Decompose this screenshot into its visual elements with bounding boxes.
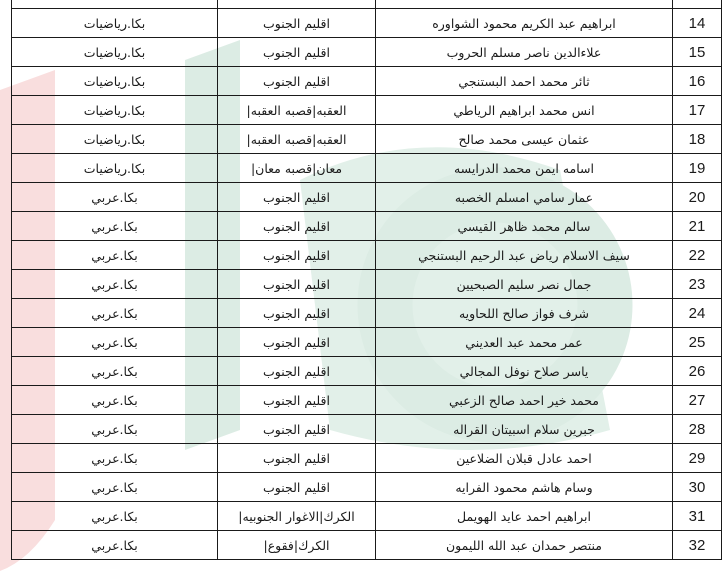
stream-cell: بكا.عربي [12,386,218,415]
table-row [12,38,722,67]
table-row [12,154,722,183]
name-cell: ابراهيم عبد الكريم محمود الشواوره [376,9,673,38]
region-cell: العقبه|قصبه العقبه| [218,125,376,154]
name-cell: ياسر صلاح نوفل المجالي [376,357,673,386]
number-cell: 23 [673,270,722,299]
region-cell: الكرك|الاغوار الجنوبيه| [218,502,376,531]
number-cell: 28 [673,415,722,444]
number-cell: 25 [673,328,722,357]
number-cell: 21 [673,212,722,241]
name-cell: جبرين سلام اسبيتان القراله [376,415,673,444]
region-cell: اقليم الجنوب [218,473,376,502]
region-cell: الكرك|فقوع| [218,531,376,560]
number-cell: 17 [673,96,722,125]
table-row [12,96,722,125]
stream-cell: بكا.رياضيات [12,125,218,154]
table-row [12,299,722,328]
number-cell: 14 [673,9,722,38]
region-cell: اقليم الجنوب [218,9,376,38]
name-cell: ثائر محمد احمد البستنجي [376,67,673,96]
table-row [12,386,722,415]
name-cell: محمد خير احمد صالح الزعبي [376,386,673,415]
region-cell: اقليم الجنوب [218,67,376,96]
table-row [12,357,722,386]
stream-cell: بكا.عربي [12,444,218,473]
number-cell [673,0,722,9]
stream-cell: بكا.رياضيات [12,38,218,67]
name-cell: سيف الاسلام رياض عبد الرحيم البستنجي [376,241,673,270]
stream-cell: بكا.رياضيات [12,9,218,38]
stream-cell: بكا.عربي [12,502,218,531]
table-row [12,415,722,444]
table-row [12,473,722,502]
stream-cell: بكا.عربي [12,241,218,270]
stream-cell: بكا.عربي [12,183,218,212]
table-row [12,125,722,154]
name-cell: احمد عادل قبلان الضلاعين [376,444,673,473]
table-row [12,270,722,299]
name-cell: منتصر حمدان عبد الله الليمون [376,531,673,560]
stream-cell: بكا.رياضيات [12,96,218,125]
name-cell: شرف فواز صالح اللحاويه [376,299,673,328]
stream-cell: بكا.رياضيات [12,154,218,183]
number-cell: 19 [673,154,722,183]
table-row-partial [12,0,722,9]
region-cell: اقليم الجنوب [218,270,376,299]
stream-cell: بكا.عربي [12,415,218,444]
name-cell: اسامه ايمن محمد الدرايسه [376,154,673,183]
stream-cell: بكا.عربي [12,212,218,241]
region-cell: اقليم الجنوب [218,357,376,386]
table-row [12,183,722,212]
stream-cell: بكا.عربي [12,328,218,357]
region-cell: اقليم الجنوب [218,415,376,444]
table-row [12,9,722,38]
number-cell: 26 [673,357,722,386]
number-cell: 30 [673,473,722,502]
region-cell: معان|قصبه معان| [218,154,376,183]
students-table-body [12,0,722,560]
table-row [12,241,722,270]
name-cell: سالم محمد ظاهر القيسي [376,212,673,241]
region-cell: اقليم الجنوب [218,241,376,270]
number-cell: 27 [673,386,722,415]
table-row [12,67,722,96]
name-cell: ابراهيم احمد عايد الهويمل [376,502,673,531]
region-cell: اقليم الجنوب [218,444,376,473]
number-cell: 32 [673,531,722,560]
students-table [11,0,722,560]
name-cell: عثمان عيسى محمد صالح [376,125,673,154]
region-cell: العقبه|قصبه العقبه| [218,96,376,125]
table-row [12,444,722,473]
number-cell: 29 [673,444,722,473]
stream-cell [12,0,218,9]
region-cell: اقليم الجنوب [218,38,376,67]
number-cell: 16 [673,67,722,96]
number-cell: 18 [673,125,722,154]
name-cell: عمار سامي امسلم الخصبه [376,183,673,212]
number-cell: 31 [673,502,722,531]
name-cell: عمر محمد عبد العديني [376,328,673,357]
number-cell: 24 [673,299,722,328]
name-cell: جمال نصر سليم الصبحيين [376,270,673,299]
region-cell: اقليم الجنوب [218,183,376,212]
region-cell: اقليم الجنوب [218,328,376,357]
stream-cell: بكا.عربي [12,531,218,560]
number-cell: 20 [673,183,722,212]
name-cell: علاءالدين ناصر مسلم الحروب [376,38,673,67]
stream-cell: بكا.عربي [12,357,218,386]
region-cell: اقليم الجنوب [218,386,376,415]
region-cell [218,0,376,9]
table-row [12,328,722,357]
stream-cell: بكا.عربي [12,473,218,502]
name-cell: وسام هاشم محمود الفرايه [376,473,673,502]
stream-cell: بكا.رياضيات [12,67,218,96]
number-cell: 22 [673,241,722,270]
table-row [12,502,722,531]
stream-cell: بكا.عربي [12,270,218,299]
name-cell: انس محمد ابراهيم الرياطي [376,96,673,125]
region-cell: اقليم الجنوب [218,212,376,241]
number-cell: 15 [673,38,722,67]
name-cell [376,0,673,9]
table-row [12,212,722,241]
region-cell: اقليم الجنوب [218,299,376,328]
stream-cell: بكا.عربي [12,299,218,328]
table-row [12,531,722,560]
